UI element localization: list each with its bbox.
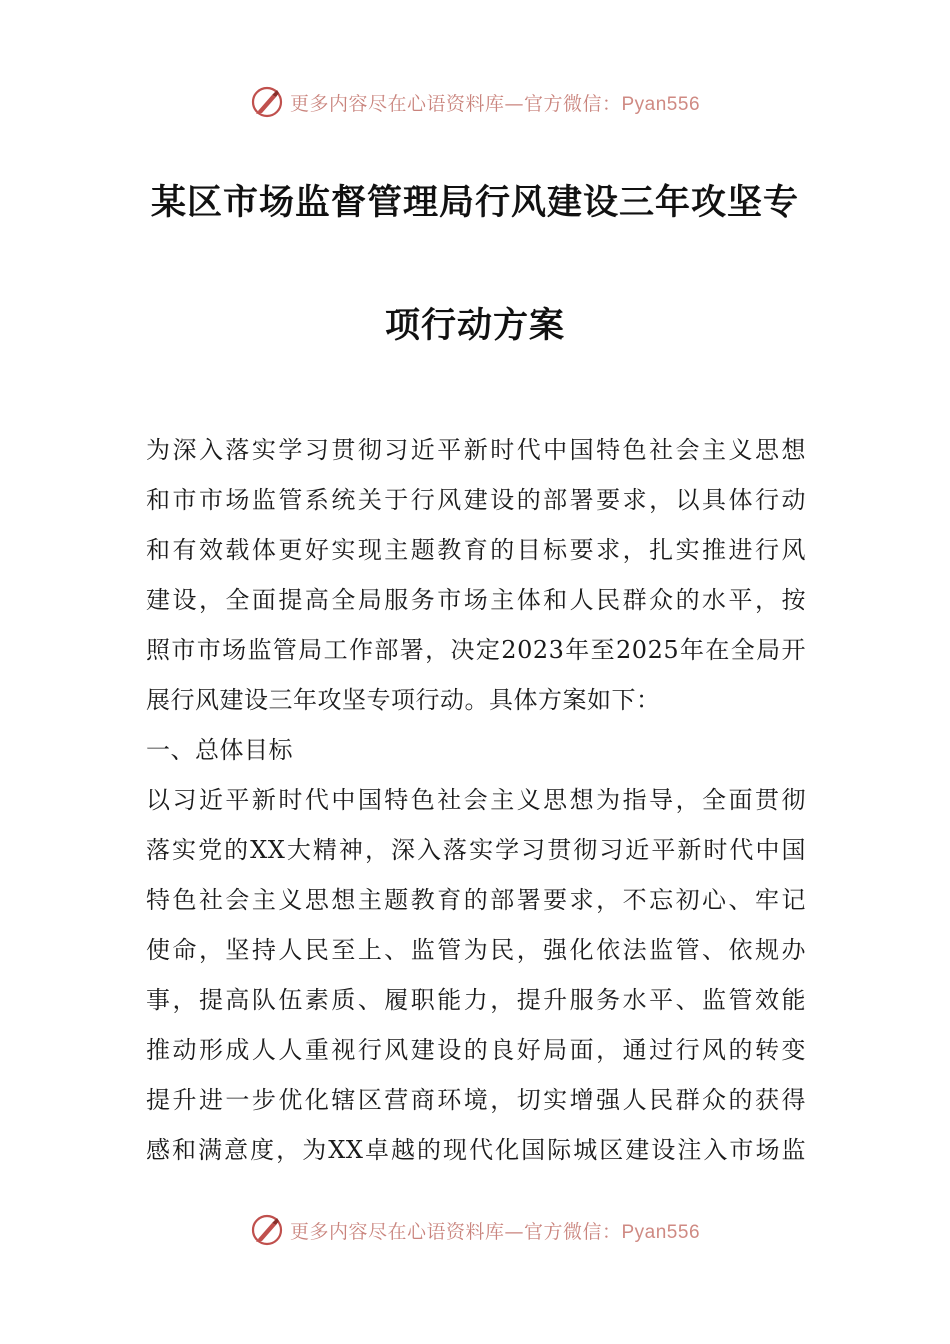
body-line: 和市市场监管系统关于行风建设的部署要求，以具体行动 [146, 486, 806, 514]
body-line: 使命，坚持人民至上、监管为民，强化依法监管、依规办 [146, 936, 806, 964]
body-line: 落实党的XX大精神，深入落实学习贯彻习近平新时代中国 [146, 836, 806, 864]
pen-logo-icon [250, 85, 284, 119]
body-line: 事，提高队伍素质、履职能力，提升服务水平、监管效能 [146, 986, 806, 1014]
watermark-footer [0, 1210, 950, 1250]
pen-logo-icon [250, 1213, 284, 1247]
section-heading: 一、总体目标 [146, 736, 293, 764]
body-line: 特色社会主义思想主题教育的部署要求，不忘初心、牢记 [146, 886, 806, 914]
body-line: 和有效载体更好实现主题教育的目标要求，扎实推进行风 [146, 536, 806, 564]
body-line: 推动形成人人重视行风建设的良好局面，通过行风的转变 [146, 1036, 806, 1064]
body-line: 照市市场监管局工作部署，决定2023年至2025年在全局开 [146, 636, 806, 664]
watermark-header [0, 82, 950, 122]
watermark-id: Pyan556 [621, 1221, 701, 1243]
body-line: 展行风建设三年攻坚专项行动。具体方案如下： [146, 686, 661, 714]
document-title-line-1: 某区市场监督管理局行风建设三年攻坚专 [150, 183, 799, 223]
watermark-id: Pyan556 [621, 93, 701, 115]
body-line: 建设，全面提高全局服务市场主体和人民群众的水平，按 [146, 586, 806, 614]
body-line: 为深入落实学习贯彻习近平新时代中国特色社会主义思想 [146, 436, 806, 464]
body-line: 感和满意度，为XX卓越的现代化国际城区建设注入市场监 [146, 1136, 806, 1164]
document-title-line-2: 项行动方案 [384, 306, 565, 346]
body-line: 提升进一步优化辖区营商环境，切实增强人民群众的获得 [146, 1086, 806, 1114]
body-line: 以习近平新时代中国特色社会主义思想为指导，全面贯彻 [146, 786, 806, 814]
watermark-text: 更多内容尽在心语资料库—官方微信：Pyan556 [289, 1220, 701, 1243]
document-body [146, 425, 806, 1175]
watermark-text: 更多内容尽在心语资料库—官方微信：Pyan556 [289, 92, 701, 115]
